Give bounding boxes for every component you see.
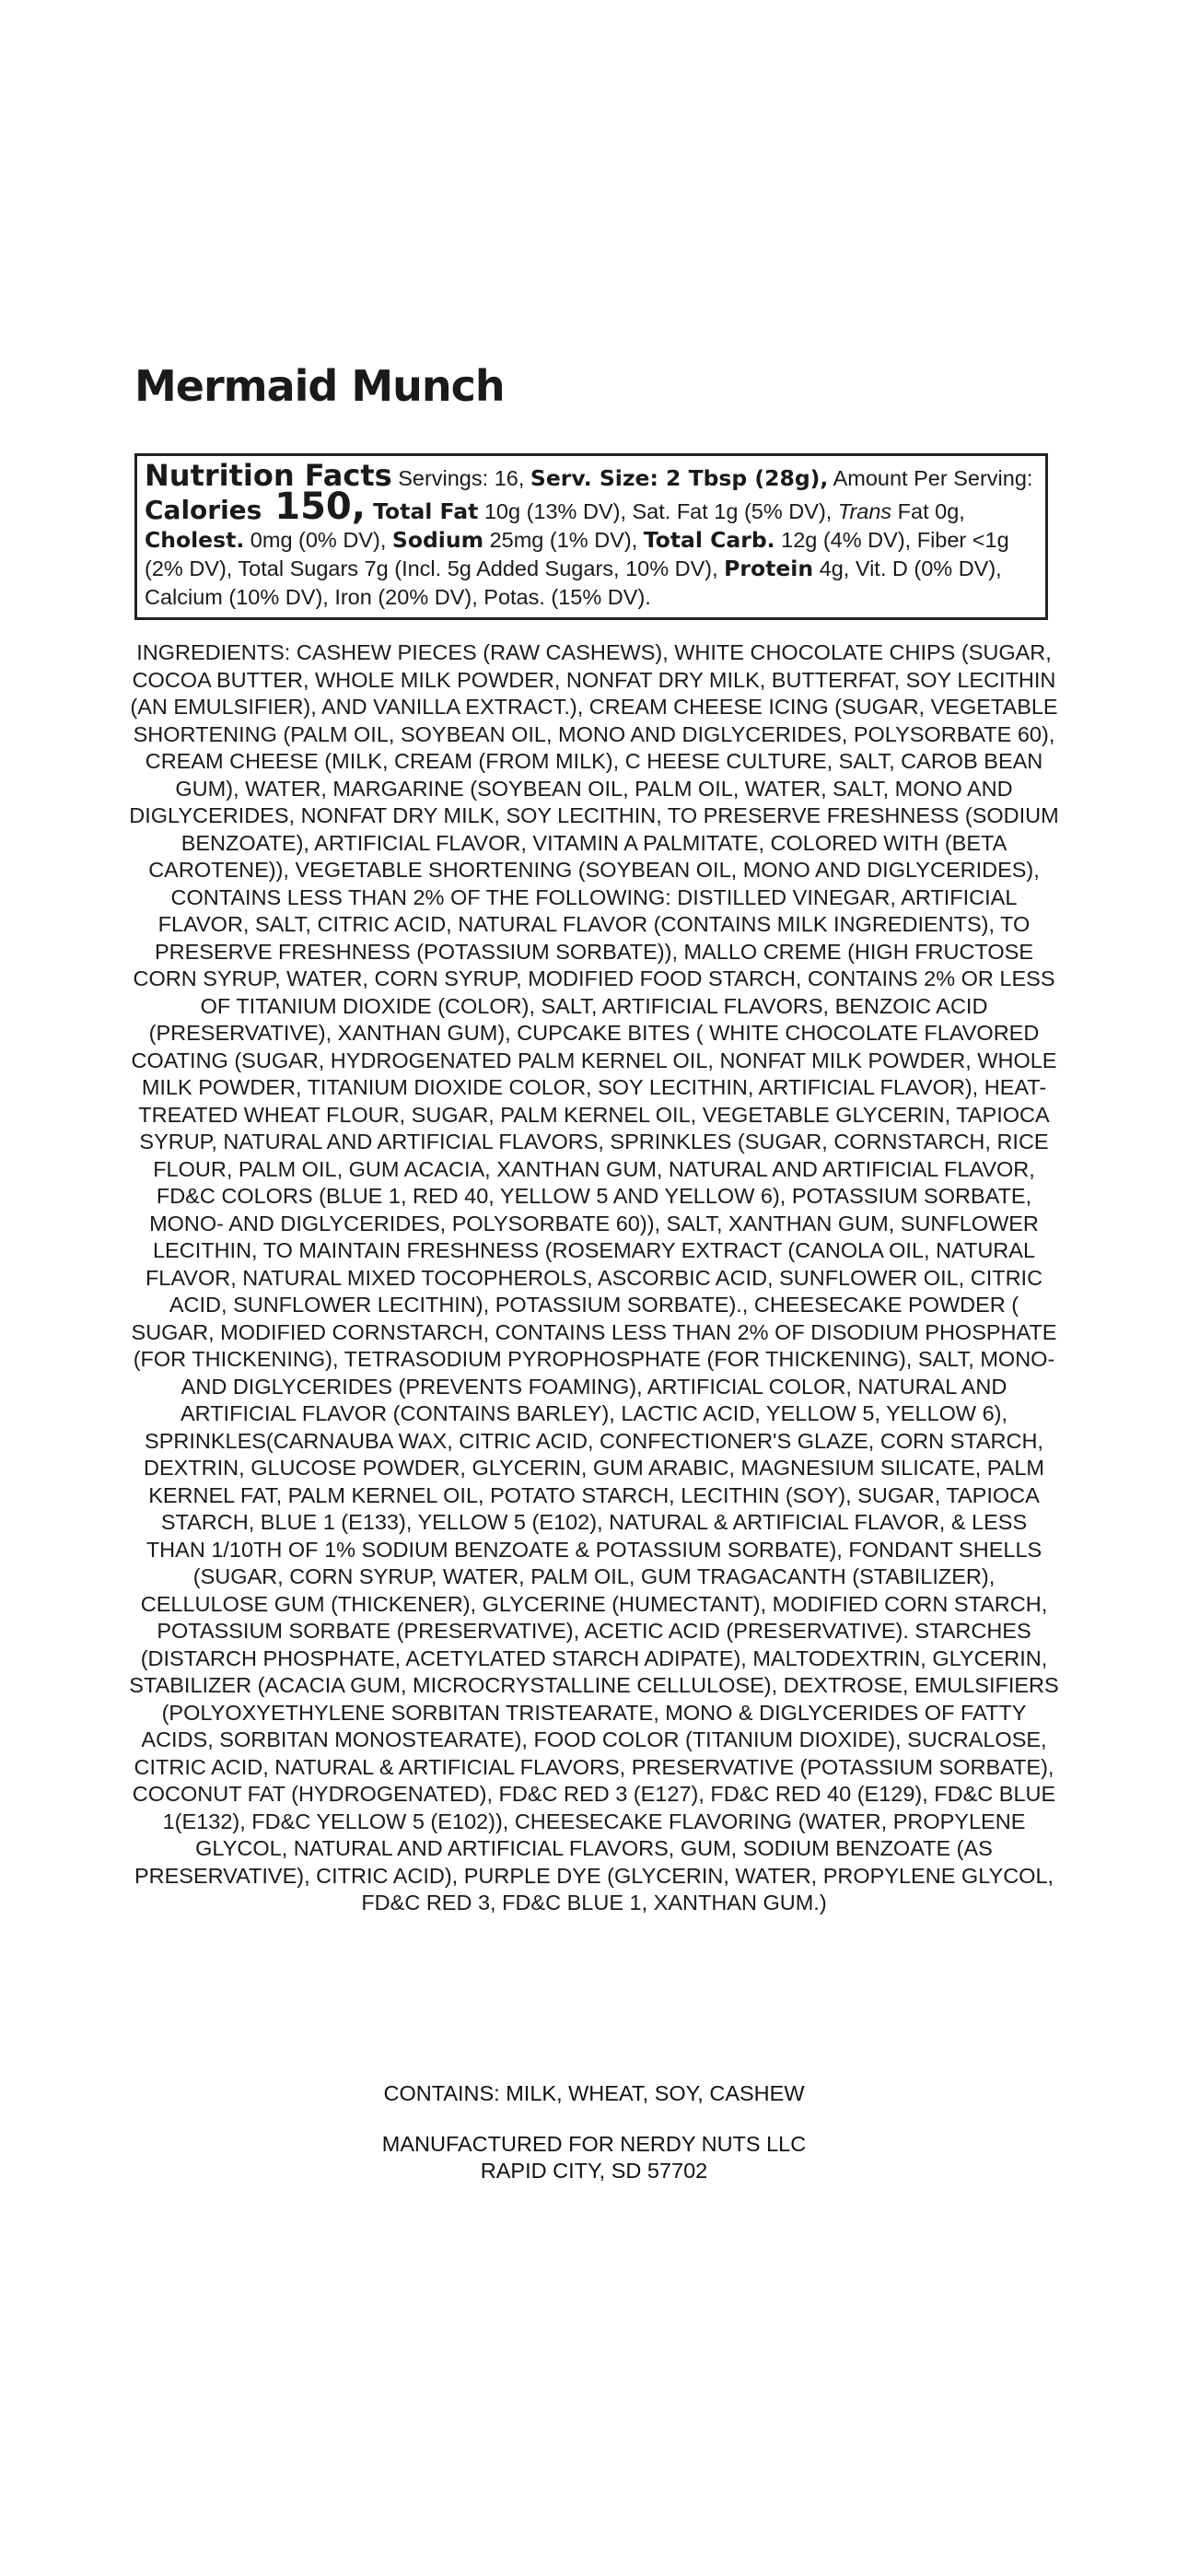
ingredients-list: INGREDIENTS: CASHEW PIECES (RAW CASHEWS), WHITE CHOCOLATE CHIPS (SUGAR, COCOA BUTTER, WHOLE MILK POWDER, NONFAT DRY MILK, BUTTERFAT, SOY LECITHIN (AN EMULSIFIER), AND VANILLA EXTRACT.), CREAM CHEESE ICING (SUGAR, VEGETABLE SHORTENING (PALM OIL, SOYBEAN OIL, MONO AND DIGLYCERIDES, POLYSORBATE 60), CREAM CHEESE (MILK, CREAM (FROM MILK), C HEESE CULTURE, SALT, CAROB BEAN GUM), WATER, MARGARINE (SOYBEAN OIL, PALM OIL, WATER, SALT, MONO AND DIGLYCERIDES, NONFAT DRY MILK, SOY LECITHIN, TO PRESERVE FRESHNESS (SODIUM BENZOATE), ARTIFICIAL FLAVOR, VITAMIN A PALMITATE, COLORED WITH (BETA CAROTENE)), VEGETABLE SHORTENING (SOYBEAN OIL, MONO AND DIGLYCERIDES), CONTAINS LESS THAN 2% OF THE FOLLOWING: DISTILLED VINEGAR, ARTIFICIAL FLAVOR, SALT, CITRIC ACID, NATURAL FLAVOR (CONTAINS MILK INGREDIENTS), TO PRESERVE FRESHNESS (POTASSIUM SORBATE)), MALLO CREME (HIGH FRUCTOSE CORN SYRUP, WATER, CORN SYRUP, MODIFIED FOOD STARCH, CONTAINS 2% OR LESS OF TITANIUM DIOXIDE (COLOR), SALT, ARTIFICIAL FLAVORS, BENZOIC ACID (PRESERVATIVE), XANTHAN GUM), CUPCAKE BITES ( WHITE CHOCOLATE FLAVORED COATING (SUGAR, HYDROGENATED PALM KERNEL OIL, NONFAT MILK POWDER, WHOLE MILK POWDER, TITANIUM DIOXIDE COLOR, SOY LECITHIN, ARTIFICIAL FLAVOR), HEAT-TREATED WHEAT FLOUR, SUGAR, PALM KERNEL OIL, VEGETABLE GLYCERIN, TAPIOCA SYRUP, NATURAL AND ARTIFICIAL FLAVORS, SPRINKLES (SUGAR, CORNSTARCH, RICE FLOUR, PALM OIL, GUM ACACIA, XANTHAN GUM, NATURAL AND ARTIFICIAL FLAVOR, FD&C COLORS (BLUE 1, RED 40, YELLOW 5 AND YELLOW 6), POTASSIUM SORBATE, MONO- AND DIGLYCERIDES, POLYSORBATE 60)), SALT, XANTHAN GUM, SUNFLOWER LECITHIN, TO MAINTAIN FRESHNESS (ROSEMARY EXTRACT (CANOLA OIL, NATURAL FLAVOR, NATURAL MIXED TOCOPHEROLS, ASCORBIC ACID, SUNFLOWER OIL, CITRIC ACID, SUNFLOWER LECITHIN), POTASSIUM SORBATE)., CHEESECAKE POWDER ( SUGAR, MODIFIED CORNSTARCH, CONTAINS LESS THAN 2% OF DISODIUM PHOSPHATE (FOR THICKENING), TETRASODIUM PYROPHOSPHATE (FOR THICKENING), SALT, MONO- AND DIGLYCERIDES (PREVENTS FOAMING), ARTIFICIAL COLOR, NATURAL AND ARTIFICIAL FLAVOR (CONTAINS BARLEY), LACTIC ACID, YELLOW 5, YELLOW 6), SPRINKLES(CARNAUBA WAX, CITRIC ACID, CONFECTIONER'S GLAZE, CORN STARCH, DEXTRIN, GLUCOSE POWDER, GLYCERIN, GUM ARABIC, MAGNESIUM SILICATE, PALM KERNEL FAT, PALM KERNEL OIL, POTATO STARCH, LECITHIN (SOY), SUGAR, TAPIOCA STARCH, BLUE 1 (E133), YELLOW 5 (E102), NATURAL & ARTIFICIAL FLAVOR, & LESS THAN 1/10TH OF 1% SODIUM BENZOATE & POTASSIUM SORBATE), FONDANT SHELLS (SUGAR, CORN SYRUP, WATER, PALM OIL, GUM TRAGACANTH (STABILIZER), CELLULOSE GUM (THICKENER), GLYCERINE (HUMECTANT), MODIFIED CORN STARCH, POTASSIUM SORBATE (PRESERVATIVE), ACETIC ACID (PRESERVATIVE). STARCHES (DISTARCH PHOSPHATE, ACETYLATED STARCH ADIPATE), MALTODEXTRIN, GLYCERIN, STABILIZER (ACACIA GUM, MICROCRYSTALLINE CELLULOSE), DEXTROSE, EMULSIFIERS (POLYOXYETHYLENE SORBITAN TRISTEARATE, MONO & DIGLYCERIDES OF FATTY ACIDS, SORBITAN MONOSTEARATE), FOOD COLOR (TITANIUM DIOXIDE), SUCRALOSE, CITRIC ACID, NATURAL & ARTIFICIAL FLAVORS, PRESERVATIVE (POTASSIUM SORBATE), COCONUT FAT (HYDROGENATED), FD&C RED 3 (E127), FD&C RED 40 (E129), FD&C BLUE 1(E132), FD&C YELLOW 5 (E102)), CHEESECAKE FLAVORING (WATER, PROPYLENE GLYCOL, NATURAL AND ARTIFICIAL FLAVORS, GUM, SODIUM BENZOATE (AS PRESERVATIVE), CITRIC ACID), PURPLE DYE (GLYCERIN, WATER, PROPYLENE GLYCOL, FD&C RED 3, FD&C BLUE 1, XANTHAN GUM.) [129, 640, 1059, 1914]
nutrition-facts-panel [134, 453, 1048, 620]
manufacturer-address: RAPID CITY, SD 57702 [480, 2159, 708, 2183]
amount-per-serving-text: Amount Per Serving: [828, 466, 1033, 490]
servings-text: Servings: 16, [391, 466, 530, 490]
cholesterol-label: Cholest. [145, 527, 245, 553]
allergen-statement: CONTAINS: MILK, WHEAT, SOY, CASHEW [383, 2081, 805, 2105]
manufacturer-info [129, 2131, 1059, 2184]
total-carb-value: 12g (4% DV), Fiber <1g (2% DV), Total Sugars 7g (Incl. 5g Added Sugars, 10% DV), [145, 528, 1009, 580]
sodium-label: Sodium [391, 527, 484, 553]
nutrition-facts-heading: Nutrition Facts [145, 458, 392, 493]
protein-value: 4g, Vit. D (0% DV), Calcium (10% DV), Iron (20% DV), Potas. (15% DV). [145, 556, 1002, 609]
trans-fat-label: Trans [837, 499, 892, 523]
total-carb-label: Total Carb. [643, 527, 775, 553]
cholesterol-value: 0mg (0% DV), [244, 528, 392, 552]
sodium-value: 25mg (1% DV), [483, 528, 644, 552]
serving-size-label: Serv. Size: [530, 465, 658, 491]
calories-label: Calories [145, 495, 262, 525]
total-fat-label: Total Fat [365, 498, 479, 524]
product-title: Mermaid Munch [134, 361, 505, 411]
manufacturer-name: MANUFACTURED FOR NERDY NUTS LLC [381, 2132, 807, 2156]
total-fat-value: 10g (13% DV), Sat. Fat 1g (5% DV), [478, 499, 838, 523]
calories-value: 150, [262, 486, 366, 528]
trans-fat-value: Fat 0g, [891, 499, 965, 523]
serving-size-value: 2 Tbsp (28g), [658, 465, 829, 491]
protein-label: Protein [724, 556, 814, 581]
